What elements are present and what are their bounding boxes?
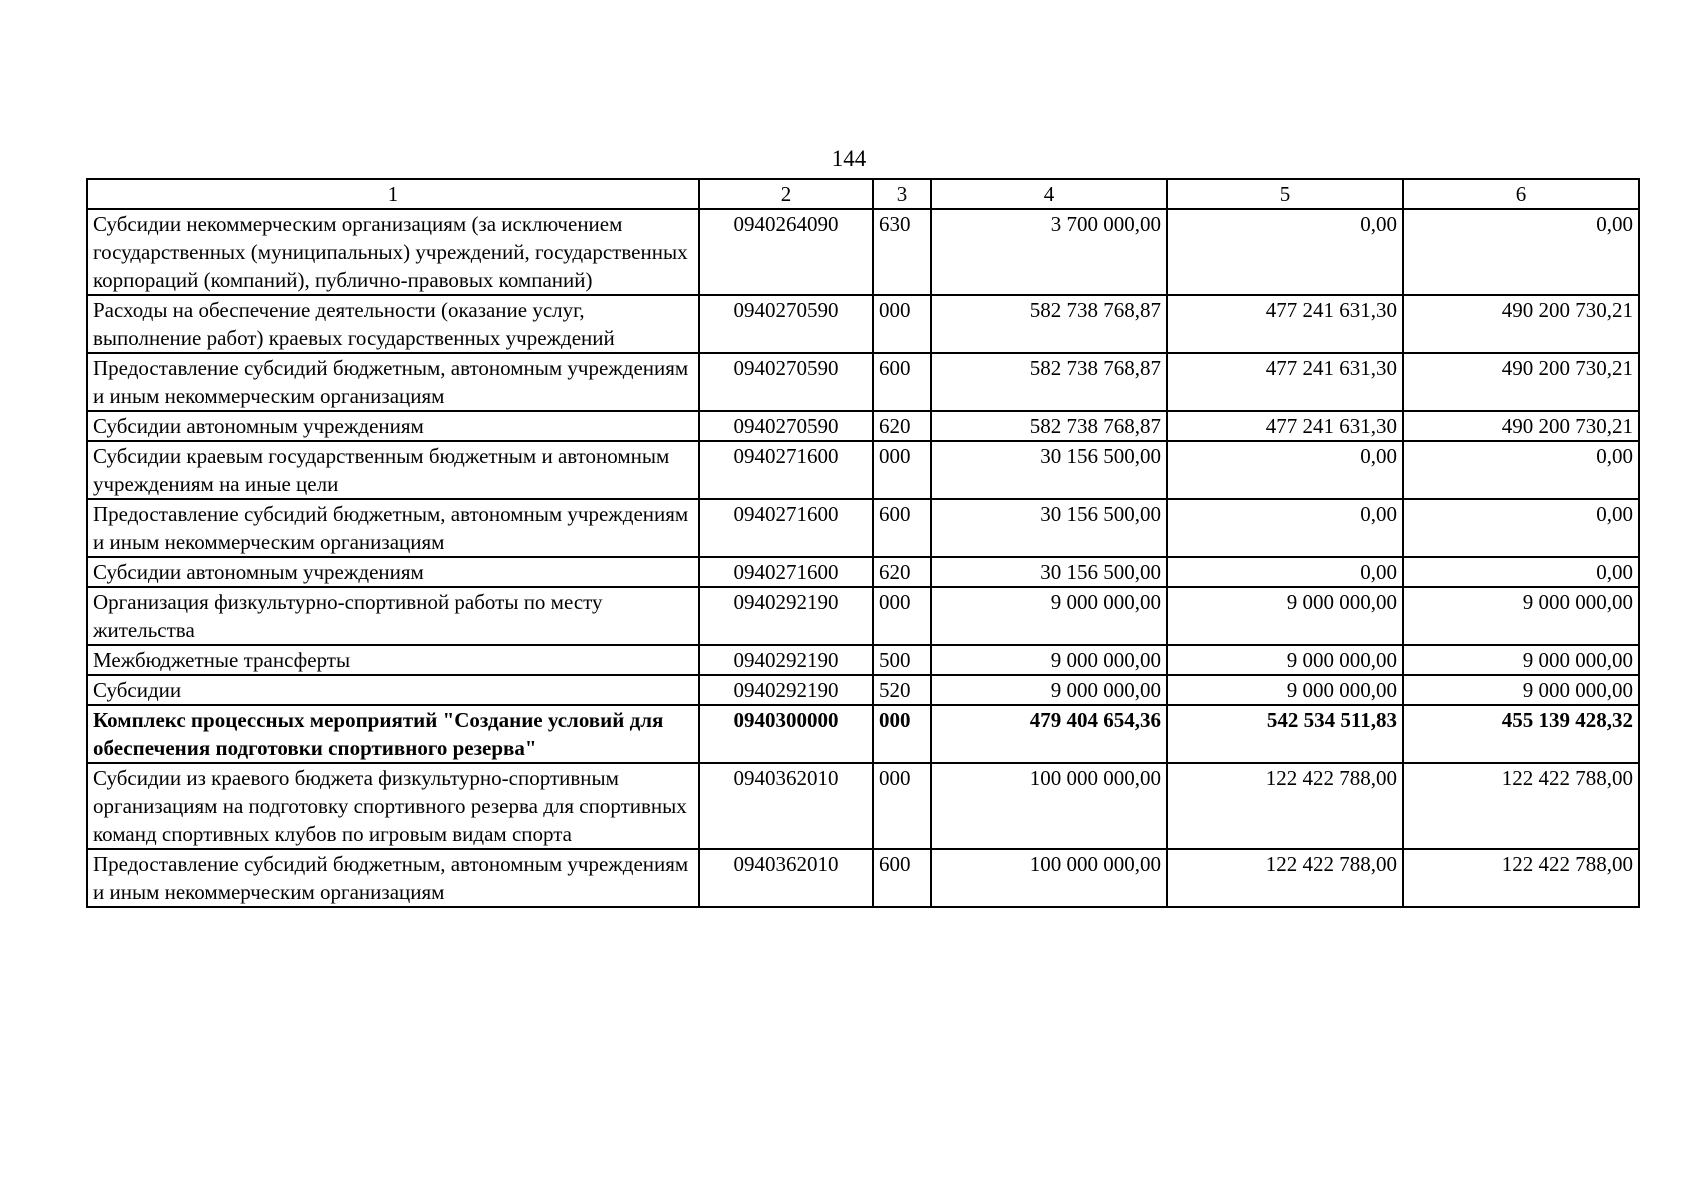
- row-amount-col-4: 100 000 000,00: [931, 763, 1167, 849]
- row-name: Комплекс процессных мероприятий "Создание условий для обеспечения подготовки спортивного резерва": [87, 705, 699, 763]
- header-col-2: 2: [699, 179, 873, 209]
- row-amount-col-5: 0,00: [1167, 209, 1403, 295]
- row-code: 0940271600: [699, 441, 873, 499]
- table-row: [87, 209, 1639, 295]
- row-expense-type: 520: [873, 675, 931, 705]
- row-expense-type: 600: [873, 353, 931, 411]
- row-code: 0940292190: [699, 645, 873, 675]
- row-name: Субсидии автономным учреждениям: [87, 557, 699, 587]
- row-code: 0940270590: [699, 411, 873, 441]
- header-col-6: 6: [1403, 179, 1639, 209]
- row-amount-col-4: 30 156 500,00: [931, 557, 1167, 587]
- page-number: 144: [831, 146, 867, 171]
- table-row: [87, 295, 1639, 353]
- row-amount-col-4: 479 404 654,36: [931, 705, 1167, 763]
- table-row: [87, 587, 1639, 645]
- table-row: [87, 763, 1639, 849]
- row-expense-type: 000: [873, 295, 931, 353]
- row-amount-col-5: 542 534 511,83: [1167, 705, 1403, 763]
- row-code: 0940292190: [699, 675, 873, 705]
- row-amount-col-5: 477 241 631,30: [1167, 353, 1403, 411]
- row-amount-col-6: 490 200 730,21: [1403, 295, 1639, 353]
- header-col-1: 1: [87, 179, 699, 209]
- row-code: 0940270590: [699, 353, 873, 411]
- row-name: Субсидии из краевого бюджета физкультурно-спортивным организациям на подготовку спортивного резерва для спортивных команд спортивных клубов по игровым видам спорта: [87, 763, 699, 849]
- table-row: [87, 411, 1639, 441]
- row-code: 0940271600: [699, 557, 873, 587]
- row-amount-col-6: 490 200 730,21: [1403, 353, 1639, 411]
- table-row: [87, 705, 1639, 763]
- table-row: [87, 441, 1639, 499]
- row-amount-col-4: 9 000 000,00: [931, 645, 1167, 675]
- row-code: 0940362010: [699, 763, 873, 849]
- row-name: Межбюджетные трансферты: [87, 645, 699, 675]
- row-amount-col-6: 122 422 788,00: [1403, 849, 1639, 907]
- row-name: Предоставление субсидий бюджетным, автономным учреждениям и иным некоммерческим организациям: [87, 499, 699, 557]
- budget-table: [86, 178, 1640, 908]
- row-name: Субсидии: [87, 675, 699, 705]
- table-header-row: [87, 179, 1639, 209]
- row-code: 0940292190: [699, 587, 873, 645]
- row-amount-col-5: 0,00: [1167, 557, 1403, 587]
- row-amount-col-6: 9 000 000,00: [1403, 675, 1639, 705]
- header-col-3: 3: [873, 179, 931, 209]
- row-amount-col-4: 9 000 000,00: [931, 587, 1167, 645]
- row-expense-type: 500: [873, 645, 931, 675]
- row-code: 0940362010: [699, 849, 873, 907]
- row-expense-type: 000: [873, 441, 931, 499]
- row-amount-col-4: 582 738 768,87: [931, 353, 1167, 411]
- table-row: [87, 499, 1639, 557]
- row-amount-col-5: 477 241 631,30: [1167, 411, 1403, 441]
- row-amount-col-6: 9 000 000,00: [1403, 587, 1639, 645]
- row-amount-col-5: 122 422 788,00: [1167, 849, 1403, 907]
- table-row: [87, 557, 1639, 587]
- row-amount-col-5: 9 000 000,00: [1167, 587, 1403, 645]
- row-name: Предоставление субсидий бюджетным, автономным учреждениям и иным некоммерческим организациям: [87, 353, 699, 411]
- row-expense-type: 620: [873, 557, 931, 587]
- row-name: Расходы на обеспечение деятельности (оказание услуг, выполнение работ) краевых государственных учреждений: [87, 295, 699, 353]
- row-expense-type: 000: [873, 763, 931, 849]
- row-amount-col-4: 3 700 000,00: [931, 209, 1167, 295]
- row-amount-col-4: 30 156 500,00: [931, 499, 1167, 557]
- row-expense-type: 000: [873, 587, 931, 645]
- row-amount-col-6: 9 000 000,00: [1403, 645, 1639, 675]
- row-amount-col-6: 490 200 730,21: [1403, 411, 1639, 441]
- row-expense-type: 620: [873, 411, 931, 441]
- row-expense-type: 600: [873, 849, 931, 907]
- table-row: [87, 353, 1639, 411]
- row-amount-col-5: 0,00: [1167, 499, 1403, 557]
- row-amount-col-4: 100 000 000,00: [931, 849, 1167, 907]
- table-row: [87, 849, 1639, 907]
- row-expense-type: 000: [873, 705, 931, 763]
- row-name: Предоставление субсидий бюджетным, автономным учреждениям и иным некоммерческим организациям: [87, 849, 699, 907]
- header-col-4: 4: [931, 179, 1167, 209]
- row-amount-col-4: 30 156 500,00: [931, 441, 1167, 499]
- row-amount-col-6: 0,00: [1403, 441, 1639, 499]
- row-code: 0940270590: [699, 295, 873, 353]
- row-amount-col-4: 582 738 768,87: [931, 411, 1167, 441]
- row-amount-col-5: 477 241 631,30: [1167, 295, 1403, 353]
- row-name: Субсидии некоммерческим организациям (за исключением государственных (муниципальных) учреждений, государственных корпораций (компаний), публично-правовых компаний): [87, 209, 699, 295]
- row-amount-col-6: 0,00: [1403, 557, 1639, 587]
- row-amount-col-4: 582 738 768,87: [931, 295, 1167, 353]
- row-amount-col-6: 455 139 428,32: [1403, 705, 1639, 763]
- row-code: 0940271600: [699, 499, 873, 557]
- row-amount-col-5: 122 422 788,00: [1167, 763, 1403, 849]
- row-code: 0940264090: [699, 209, 873, 295]
- row-name: Субсидии автономным учреждениям: [87, 411, 699, 441]
- row-name: Субсидии краевым государственным бюджетным и автономным учреждениям на иные цели: [87, 441, 699, 499]
- row-name: Организация физкультурно-спортивной работы по месту жительства: [87, 587, 699, 645]
- table-row: [87, 675, 1639, 705]
- row-expense-type: 600: [873, 499, 931, 557]
- row-amount-col-5: 9 000 000,00: [1167, 645, 1403, 675]
- header-col-5: 5: [1167, 179, 1403, 209]
- row-amount-col-6: 122 422 788,00: [1403, 763, 1639, 849]
- row-expense-type: 630: [873, 209, 931, 295]
- row-amount-col-5: 9 000 000,00: [1167, 675, 1403, 705]
- row-code: 0940300000: [699, 705, 873, 763]
- table-body: [87, 209, 1639, 907]
- table-row: [87, 645, 1639, 675]
- row-amount-col-4: 9 000 000,00: [931, 675, 1167, 705]
- row-amount-col-6: 0,00: [1403, 209, 1639, 295]
- row-amount-col-6: 0,00: [1403, 499, 1639, 557]
- row-amount-col-5: 0,00: [1167, 441, 1403, 499]
